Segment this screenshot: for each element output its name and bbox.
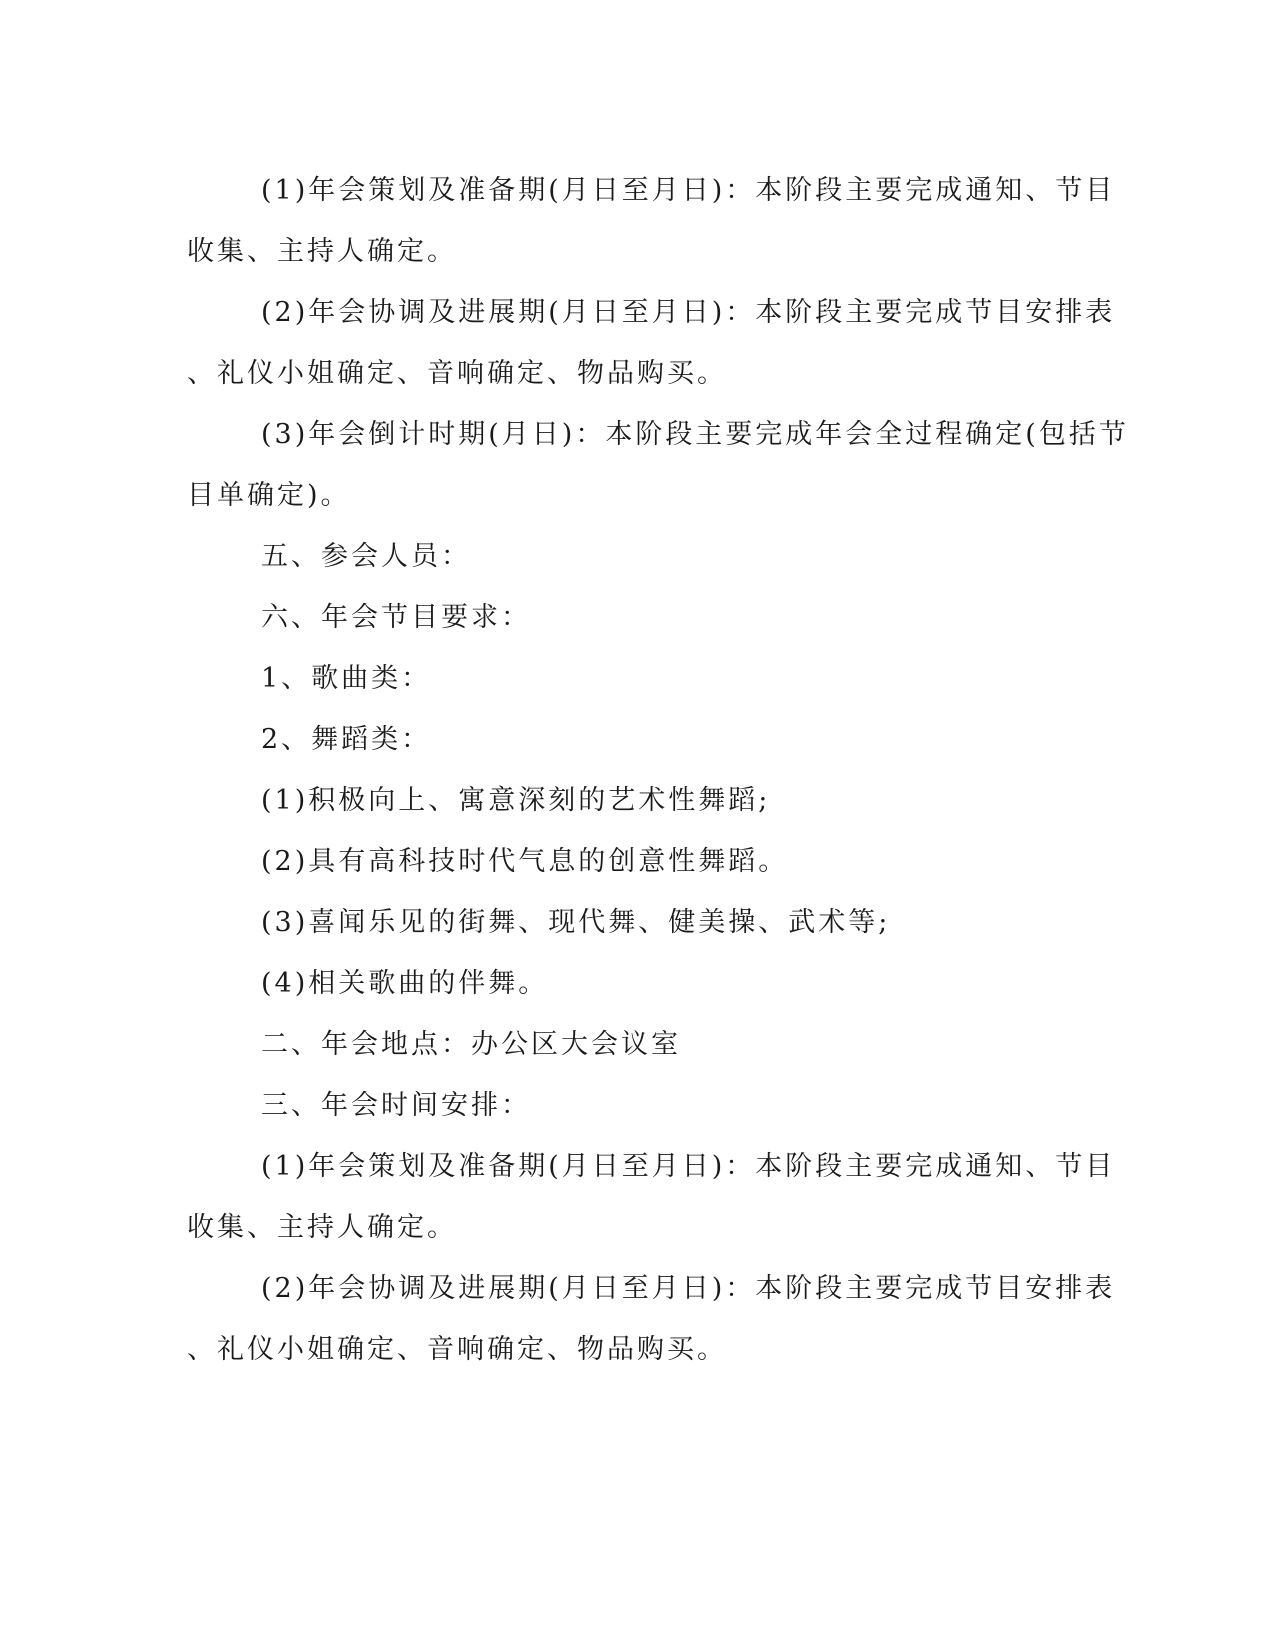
text-line: 目单确定)。 [187, 480, 351, 511]
text-line: 、礼仪小姐确定、音响确定、物品购买。 [187, 1334, 727, 1365]
document-body [187, 160, 1129, 1380]
subsection-heading: 2、舞蹈类： [261, 724, 432, 755]
list-item: (3)喜闻乐见的街舞、现代舞、健美操、武术等; [261, 907, 891, 938]
text-line: 、礼仪小姐确定、音响确定、物品购买。 [187, 358, 727, 389]
section-heading: 三、年会时间安排： [261, 1090, 531, 1121]
text-line: (3)年会倒计时期(月日)：本阶段主要完成年会全过程确定(包括节 [261, 419, 1129, 450]
section-heading: 二、年会地点：办公区大会议室 [261, 1029, 681, 1060]
section-heading: 五、参会人员： [261, 541, 471, 572]
list-item: (2)具有高科技时代气息的创意性舞蹈。 [261, 846, 789, 877]
text-line: 收集、主持人确定。 [187, 1212, 457, 1243]
list-item: (4)相关歌曲的伴舞。 [261, 968, 549, 999]
text-line: (1)年会策划及准备期(月日至月日)：本阶段主要完成通知、节目 [261, 1151, 1116, 1182]
text-line: 收集、主持人确定。 [187, 236, 457, 267]
text-line: (2)年会协调及进展期(月日至月日)：本阶段主要完成节目安排表 [261, 297, 1116, 328]
section-heading: 六、年会节目要求： [261, 602, 531, 633]
text-line: (1)年会策划及准备期(月日至月日)：本阶段主要完成通知、节目 [261, 175, 1116, 206]
text-line: (2)年会协调及进展期(月日至月日)：本阶段主要完成节目安排表 [261, 1273, 1116, 1304]
list-item: (1)积极向上、寓意深刻的艺术性舞蹈; [261, 785, 771, 816]
subsection-heading: 1、歌曲类： [261, 663, 432, 694]
